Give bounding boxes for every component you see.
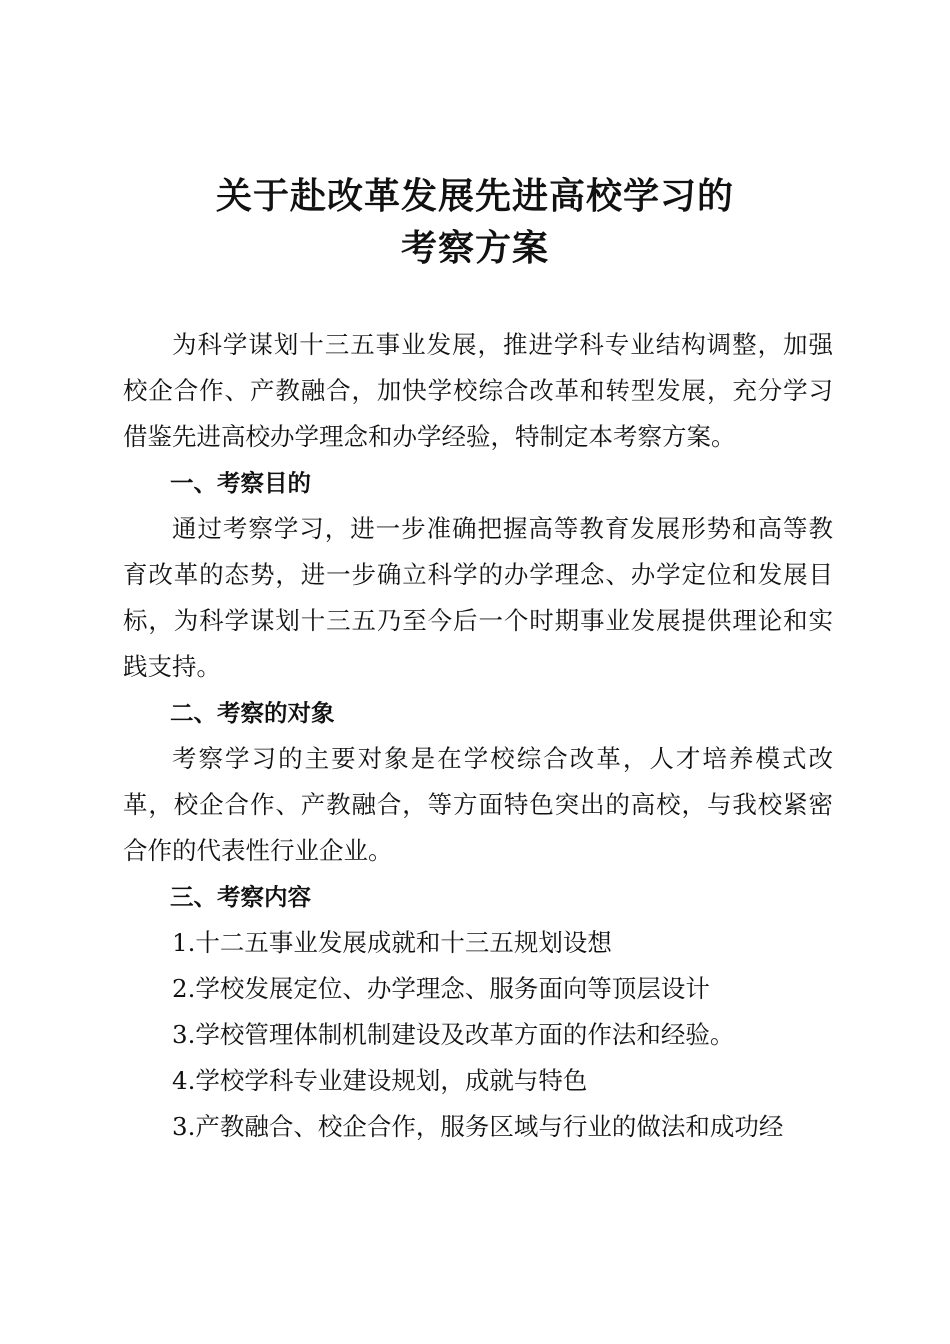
content-list-item: 4.学校学科专业建设规划，成就与特色 [172, 1066, 588, 1095]
intro-paragraph: 为科学谋划十三五事业发展，推进学科专业结构调整，加强校企合作、产教融合，加快学校综合改革和转型发展，充分学习借鉴先进高校办学理念和办学经验，特制定本考察方案。 [123, 330, 833, 451]
content-list-item: 2.学校发展定位、办学理念、服务面向等顶层设计 [172, 974, 710, 1003]
section-heading-content: 三、考察内容 [170, 883, 311, 911]
title-line-1: 关于赴改革发展先进高校学习的 [215, 175, 734, 217]
document-title [0, 170, 950, 274]
title-line-2: 考察方案 [400, 227, 549, 269]
section-paragraph-purpose: 通过考察学习，进一步准确把握高等教育发展形势和高等教育改革的态势，进一步确立科学的办学理念、办学定位和发展目标，为科学谋划十三五乃至今后一个时期事业发展提供理论和实践支持。 [123, 514, 833, 681]
section-heading-purpose: 一、考察目的 [170, 469, 311, 497]
section-paragraph-targets: 考察学习的主要对象是在学校综合改革，人才培养模式改革，校企合作、产教融合，等方面特色突出的高校，与我校紧密合作的代表性行业企业。 [123, 744, 833, 865]
section-heading-targets: 二、考察的对象 [170, 699, 335, 727]
document-body [123, 322, 833, 1150]
content-list-item: 3.产教融合、校企合作，服务区域与行业的做法和成功经 [172, 1112, 784, 1141]
content-list-item: 1.十二五事业发展成就和十三五规划设想 [172, 928, 612, 957]
content-list-item: 3.学校管理体制机制建设及改革方面的作法和经验。 [172, 1020, 735, 1049]
